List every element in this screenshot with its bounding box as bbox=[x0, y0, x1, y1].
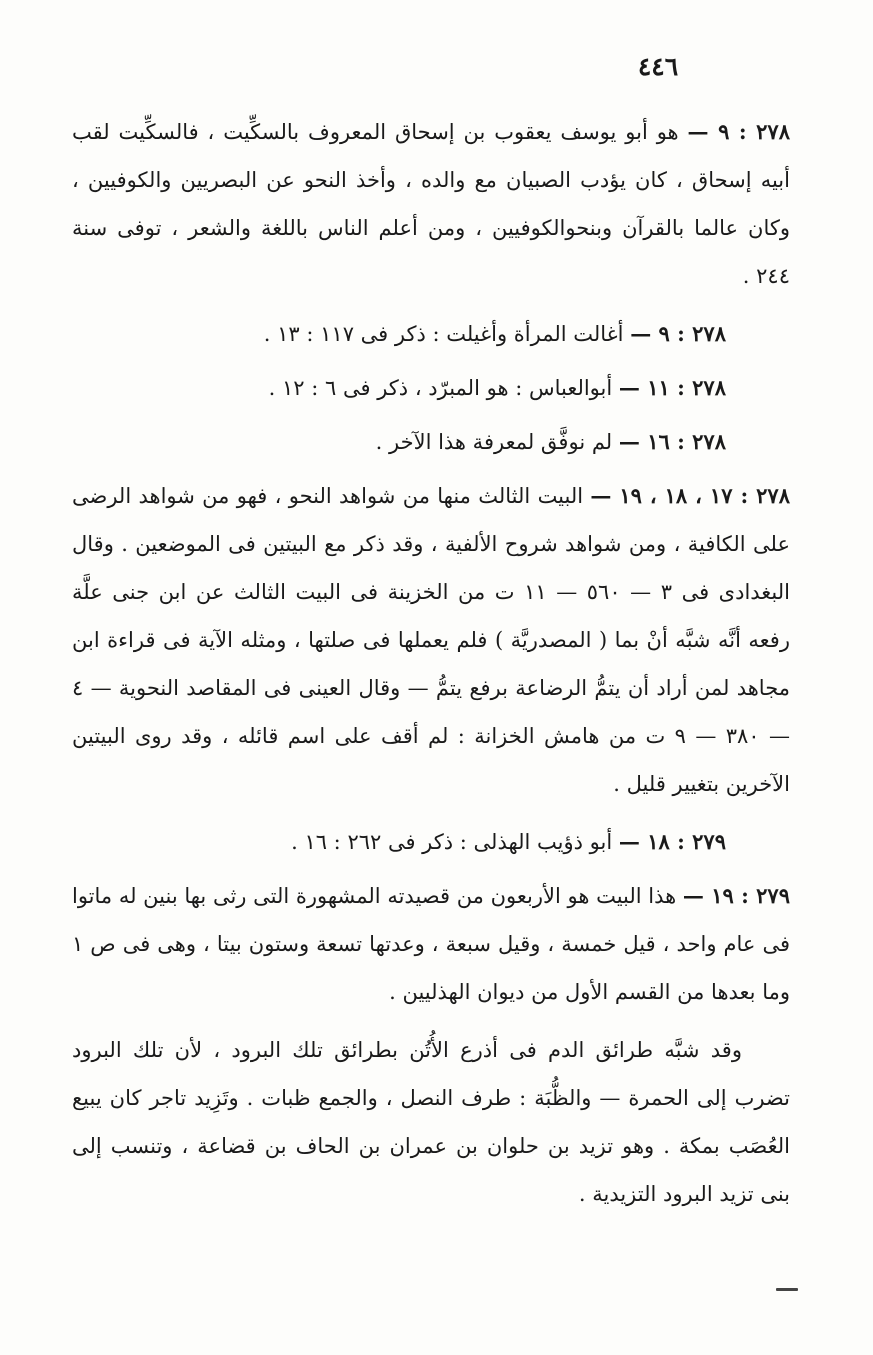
final-paragraph: وقد شبَّه طرائق الدم فى أذرع الأُتُن بطرائق تلك البرود ، لأن تلك البرود تضرب إلى الحمرة — والظُّبَة : طرف النصل ، والجمع ظبات . وتَزِيد تاجر كان يبيع العُصَب بمكة . وهو تزيد بن حلوان بن عمران بن الحاف بن قضاعة ، وتنسب إلى بنى تزيد البرود التزيدية . bbox=[72, 1038, 790, 1206]
note-text: أغالت المرأة وأغيلت : ذكر فى ١١٧ : ١٣ . bbox=[263, 322, 624, 346]
note-reference: ٢٧٨ : ١٦ — bbox=[618, 429, 726, 454]
spacer bbox=[72, 300, 790, 310]
page-corner-mark bbox=[776, 1288, 798, 1291]
note-reference: ٢٧٩ : ١٨ — bbox=[618, 829, 726, 854]
note-text: لم نوفَّق لمعرفة هذا الآخر . bbox=[375, 430, 613, 454]
note-reference: ٢٧٨ : ١١ — bbox=[618, 375, 726, 400]
note-text: هذا البيت هو الأربعون من قصيدته المشهورة التى رثى بها بنين له ماتوا فى عام واحد ، قيل خمسة ، وقيل سبعة ، وعدتها تسعة وستون بيتا ، وهى فى ص ١ وما بعدها من القسم الأول من ديوان الهذليين . bbox=[71, 884, 790, 1004]
note-278-9-aghalat bbox=[72, 310, 790, 358]
note-279-18-abu-dhuayb bbox=[72, 818, 790, 866]
note-279-19-fortieth-verse bbox=[72, 872, 790, 1016]
note-reference: ٢٧٨ : ١٧ ، ١٨ ، ١٩ — bbox=[590, 483, 790, 508]
notes-content bbox=[72, 108, 790, 1232]
note-reference: ٢٧٩ : ١٩ — bbox=[682, 883, 790, 908]
note-text: هو أبو يوسف يعقوب بن إسحاق المعروف بالسكِّيت ، فالسكِّيت لقب أبيه إسحاق ، كان يؤدب الصبيان مع والده ، وأخذ النحو عن البصريين والكوفيين ، وكان عالما بالقرآن وبنحوالكوفيين ، ومن أعلم الناس باللغة والشعر ، توفى سنة ٢٤٤ . bbox=[72, 120, 790, 288]
note-text: أبوالعباس : هو المبرّد ، ذكر فى ٦ : ١٢ . bbox=[268, 376, 613, 400]
spacer bbox=[72, 808, 790, 818]
note-278-9-sikkit bbox=[72, 108, 790, 300]
note-278-16 bbox=[72, 418, 790, 466]
note-278-17-19-third-verse bbox=[72, 472, 790, 808]
spacer bbox=[72, 1016, 790, 1026]
page-number: ٤٤٦ bbox=[637, 52, 679, 81]
note-text: البيت الثالث منها من شواهد النحو ، فهو من شواهد الرضى على الكافية ، ومن شواهد شروح الألفية ، وقد ذكر مع البيتين فى الموضعين . وقال البغدادى فى ٣ — ٥٦٠ — ١١ ت من الخزينة فى البيت الثالث عن ابن جنى علَّة رفعه أنَّه شبَّه أنْ بما ( المصدريَّة ) فلم يعملها فى صلتها ، ومثله الآية فى قراءة ابن مجاهد لمن أراد أن يتمُّ الرضاعة برفع يتمُّ — وقال العينى فى المقاصد النحوية — ٤ — ٣٨٠ — ٩ ت من هامش الخزانة : لم أقف على اسم قائله ، وقد روى البيتين الآخرين بتغيير قليل . bbox=[72, 484, 791, 796]
note-reference: ٢٧٨ : ٩ — bbox=[630, 321, 726, 346]
note-reference: ٢٧٨ : ٩ — bbox=[687, 119, 790, 144]
note-text: أبو ذؤيب الهذلى : ذكر فى ٢٦٢ : ١٦ . bbox=[291, 830, 613, 854]
note-278-11-abul-abbas bbox=[72, 364, 790, 412]
